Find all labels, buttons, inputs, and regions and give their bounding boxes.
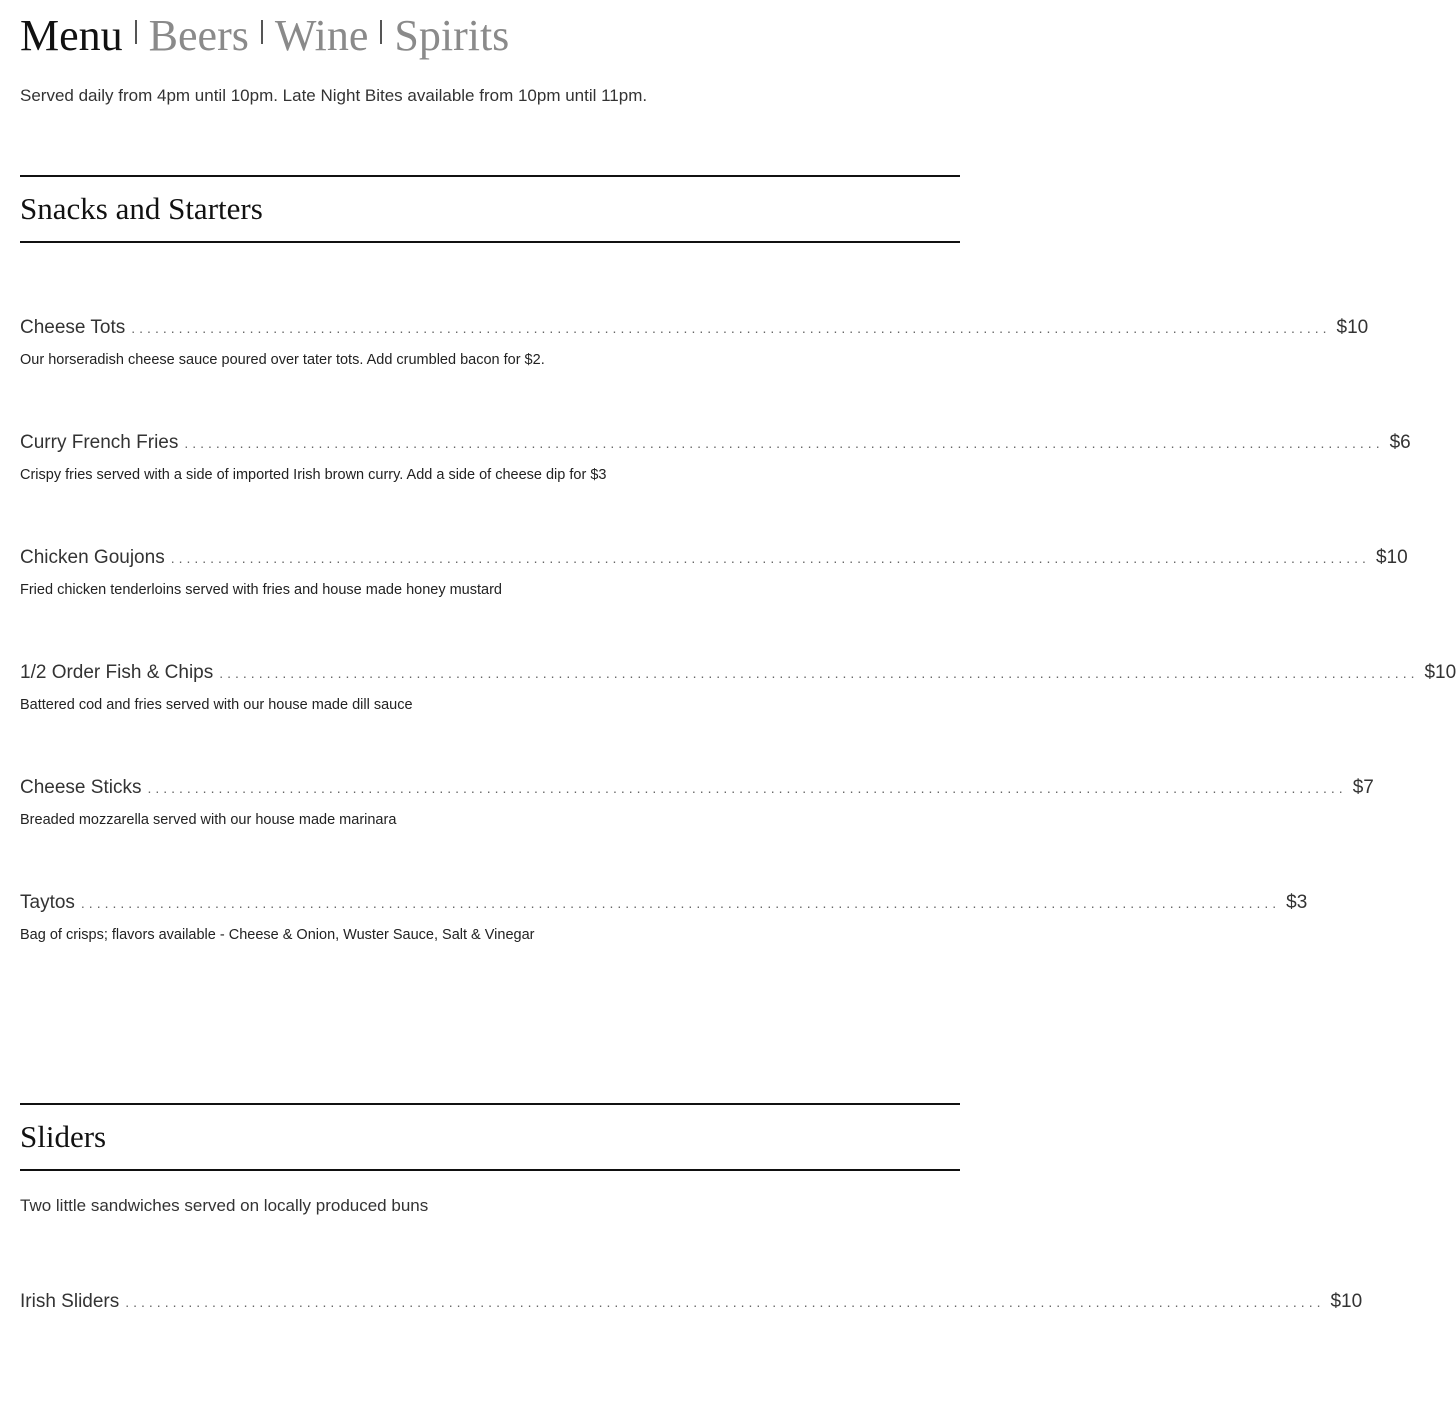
- menu-item: [20, 543, 1408, 658]
- menu-intro: Served daily from 4pm until 10pm. Late Night Bites available from 10pm until 11pm.: [20, 86, 648, 105]
- item-name: Cheese Sticks: [20, 777, 142, 798]
- item-price: $3: [1286, 892, 1308, 913]
- item-name: Curry French Fries: [20, 432, 179, 453]
- dot-leader: ........................................................................................................................................................: [170, 550, 1370, 566]
- section-description: Two little sandwiches served on locally produced buns: [20, 1196, 429, 1215]
- tab-divider: [380, 20, 382, 44]
- item-name: 1/2 Order Fish & Chips: [20, 662, 214, 683]
- item-name: Cheese Tots: [20, 317, 126, 338]
- section-title: Snacks and Starters: [20, 191, 263, 226]
- dot-leader: ........................................................................................................................................................: [184, 435, 1384, 451]
- tab-menu[interactable]: Menu: [20, 11, 123, 60]
- item-price: $10: [1375, 547, 1408, 568]
- tab-divider: [135, 20, 137, 44]
- item-name: Taytos: [20, 892, 75, 913]
- menu-item: [20, 313, 1369, 428]
- tab-spirits[interactable]: Spirits: [394, 11, 510, 60]
- item-description: Crispy fries served with a side of imported Irish brown curry. Add a side of cheese dip for $3: [20, 467, 607, 483]
- dot-leader: ........................................................................................................................................................: [80, 895, 1281, 911]
- section-heading-sliders: [20, 1103, 960, 1171]
- item-name: Irish Sliders: [20, 1291, 120, 1312]
- menu-item: [20, 1287, 1363, 1402]
- item-name: Chicken Goujons: [20, 547, 165, 568]
- dot-leader: ........................................................................................................................................................: [219, 665, 1419, 681]
- tab-beers[interactable]: Beers: [148, 11, 249, 60]
- menu-item: [20, 658, 1456, 773]
- menu-item: [20, 428, 1411, 543]
- dot-leader: ........................................................................................................................................................: [131, 320, 1331, 336]
- dot-leader: ........................................................................................................................................................: [147, 780, 1347, 796]
- item-description: Bag of crisps; flavors available - Cheese & Onion, Wuster Sauce, Salt & Vinegar: [20, 927, 535, 943]
- section-heading-snacks: [20, 175, 960, 243]
- item-description: Battered cod and fries served with our house made dill sauce: [20, 697, 413, 713]
- menu-item: [20, 888, 1308, 1003]
- menu-item-list: [20, 1287, 1363, 1402]
- section-title: Sliders: [20, 1119, 107, 1154]
- dot-leader: ........................................................................................................................................................: [125, 1294, 1325, 1310]
- menu-tabs: [20, 0, 960, 74]
- item-price: $10: [1330, 1291, 1363, 1312]
- item-description: Fried chicken tenderloins served with fries and house made honey mustard: [20, 582, 502, 598]
- tab-divider: [261, 20, 263, 44]
- item-price: $6: [1389, 432, 1411, 453]
- item-price: $7: [1352, 777, 1374, 798]
- menu-item: [20, 773, 1374, 888]
- menu-item-list: [20, 313, 1456, 1003]
- item-description: Breaded mozzarella served with our house made marinara: [20, 812, 397, 828]
- item-description: Our horseradish cheese sauce poured over tater tots. Add crumbled bacon for $2.: [20, 352, 545, 368]
- item-price: $10: [1424, 662, 1456, 683]
- tab-wine[interactable]: Wine: [274, 11, 369, 60]
- item-price: $10: [1336, 317, 1369, 338]
